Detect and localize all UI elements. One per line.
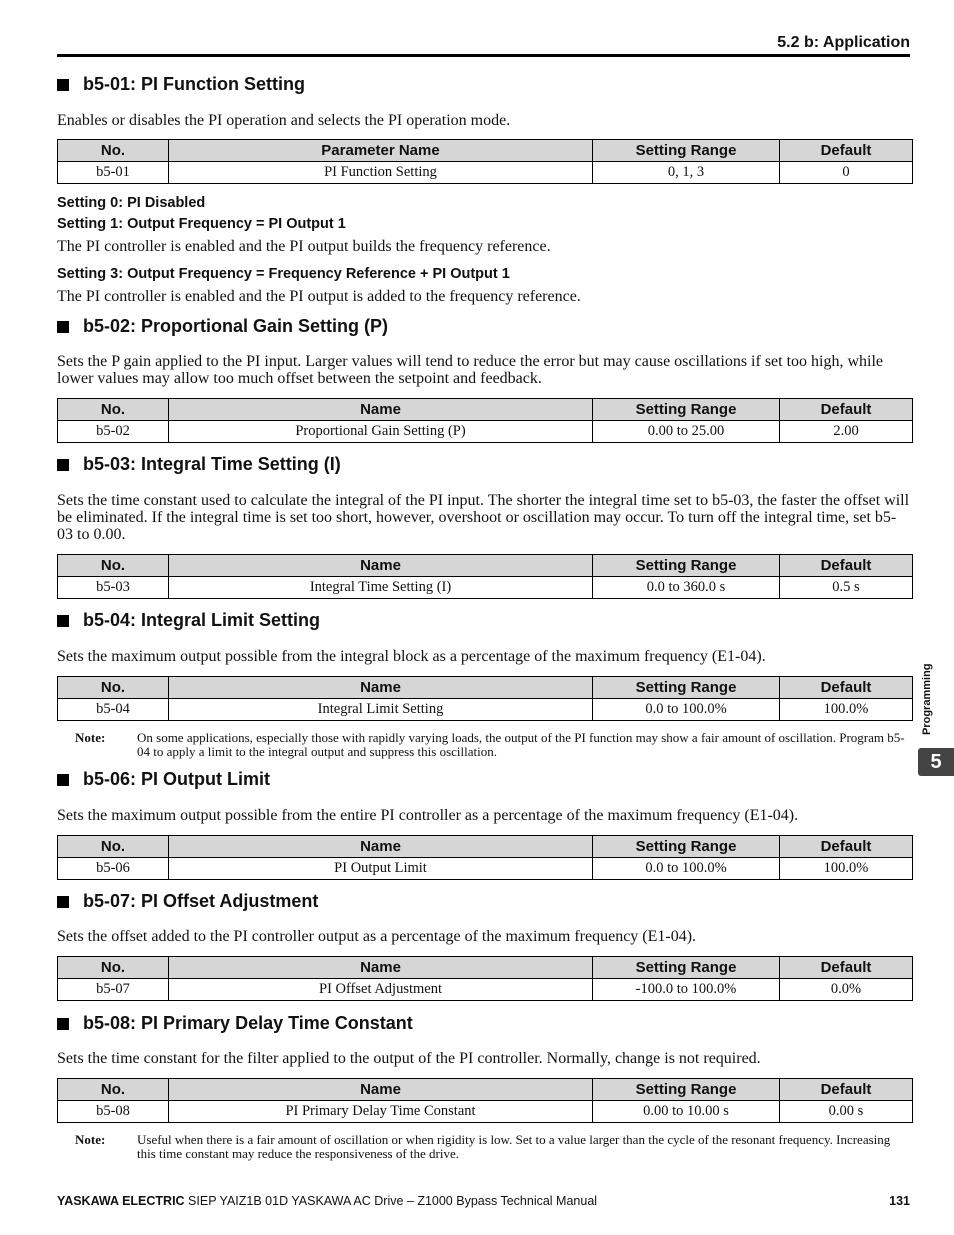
cell-no: b5-04 bbox=[58, 699, 169, 721]
table-row bbox=[58, 979, 913, 1001]
table-row bbox=[58, 699, 913, 721]
section-title-b5-06 bbox=[57, 769, 270, 790]
col-header-name: Name bbox=[169, 677, 593, 699]
cell-range: 0.0 to 100.0% bbox=[593, 858, 780, 880]
section-intro: Sets the maximum output possible from the integral block as a percentage of the maximum frequency (E1-04). bbox=[57, 648, 766, 665]
col-header-no: No. bbox=[58, 957, 169, 979]
cell-default: 2.00 bbox=[780, 421, 913, 443]
cell-name: PI Offset Adjustment bbox=[169, 979, 593, 1001]
table-header-row bbox=[58, 1079, 913, 1101]
cell-name: Proportional Gain Setting (P) bbox=[169, 421, 593, 443]
parameter-table-b5-01 bbox=[57, 139, 913, 184]
col-header-range: Setting Range bbox=[593, 140, 780, 162]
cell-no: b5-01 bbox=[58, 162, 169, 184]
section-bullet-icon bbox=[57, 321, 69, 333]
note-label: Note: bbox=[75, 1132, 106, 1147]
chapter-tab: 5 bbox=[918, 748, 954, 776]
cell-name: PI Output Limit bbox=[169, 858, 593, 880]
cell-name: PI Primary Delay Time Constant bbox=[169, 1101, 593, 1123]
page-number: 131 bbox=[889, 1194, 910, 1208]
parameter-table-b5-02 bbox=[57, 398, 913, 443]
col-header-name: Name bbox=[169, 836, 593, 858]
cell-default: 0.5 s bbox=[780, 577, 913, 599]
section-title-text: b5-04: Integral Limit Setting bbox=[83, 610, 321, 630]
setting-3-heading: Setting 3: Output Frequency = Frequency Reference + PI Output 1 bbox=[57, 266, 510, 282]
cell-name: Integral Time Setting (I) bbox=[169, 577, 593, 599]
note-text: On some applications, especially those with rapidly varying loads, the output of the PI function may show a fair amount of oscillation. Program b5-04 to apply a limit to the integral output and suppress this oscillation. bbox=[137, 730, 905, 759]
col-header-range: Setting Range bbox=[593, 1079, 780, 1101]
cell-no: b5-07 bbox=[58, 979, 169, 1001]
setting-0-heading: Setting 0: PI Disabled bbox=[57, 195, 206, 211]
section-bullet-icon bbox=[57, 896, 69, 908]
page-section-header: 5.2 b: Application bbox=[777, 34, 910, 51]
col-header-range: Setting Range bbox=[593, 836, 780, 858]
section-title-text: b5-06: PI Output Limit bbox=[83, 769, 270, 789]
cell-default: 0 bbox=[780, 162, 913, 184]
parameter-table-b5-08 bbox=[57, 1078, 913, 1123]
section-intro: Sets the P gain applied to the PI input. Larger values will tend to reduce the error but may cause oscillations if set too high, while lower values may allow too much offset between the setpoint and feedback. bbox=[57, 353, 884, 387]
section-bullet-icon bbox=[57, 1018, 69, 1030]
col-header-no: No. bbox=[58, 836, 169, 858]
section-title-text: b5-07: PI Offset Adjustment bbox=[83, 891, 319, 911]
table-header-row bbox=[58, 140, 913, 162]
table-row bbox=[58, 162, 913, 184]
table-row bbox=[58, 1101, 913, 1123]
page-footer bbox=[57, 1194, 910, 1208]
section-bullet-icon bbox=[57, 79, 69, 91]
note-text: Useful when there is a fair amount of oscillation or when rigidity is low. Set to a value larger than the cycle of the resonant frequency. Increasing this time constant may reduce the responsiveness of the drive. bbox=[137, 1132, 891, 1161]
section-intro: Sets the time constant for the filter applied to the output of the PI controller. Normally, change is not required. bbox=[57, 1050, 761, 1067]
cell-default: 100.0% bbox=[780, 699, 913, 721]
col-header-default: Default bbox=[780, 957, 913, 979]
cell-no: b5-08 bbox=[58, 1101, 169, 1123]
col-header-name: Parameter Name bbox=[169, 140, 593, 162]
cell-range: 0.00 to 10.00 s bbox=[593, 1101, 780, 1123]
parameter-table-b5-07 bbox=[57, 956, 913, 1001]
col-header-range: Setting Range bbox=[593, 677, 780, 699]
section-bullet-icon bbox=[57, 459, 69, 471]
section-title-text: b5-01: PI Function Setting bbox=[83, 74, 306, 94]
cell-range: 0, 1, 3 bbox=[593, 162, 780, 184]
cell-range: -100.0 to 100.0% bbox=[593, 979, 780, 1001]
col-header-default: Default bbox=[780, 1079, 913, 1101]
section-intro: Sets the time constant used to calculate the integral of the PI input. The shorter the integral time set to b5-03, the faster the offset will be eliminated. If the integral time is set too short, however, overshoot or oscillation may occur. To turn off the integral time, set b5-03 to 0.00. bbox=[57, 492, 910, 543]
col-header-name: Name bbox=[169, 555, 593, 577]
section-intro: Sets the maximum output possible from the entire PI controller as a percentage of the maximum frequency (E1-04). bbox=[57, 807, 799, 824]
cell-default: 0.00 s bbox=[780, 1101, 913, 1123]
col-header-name: Name bbox=[169, 399, 593, 421]
col-header-default: Default bbox=[780, 836, 913, 858]
col-header-no: No. bbox=[58, 1079, 169, 1101]
header-rule bbox=[57, 54, 910, 57]
col-header-name: Name bbox=[169, 1079, 593, 1101]
note-b5-04 bbox=[75, 731, 910, 759]
cell-range: 0.00 to 25.00 bbox=[593, 421, 780, 443]
section-title-text: b5-08: PI Primary Delay Time Constant bbox=[83, 1013, 413, 1033]
col-header-range: Setting Range bbox=[593, 555, 780, 577]
col-header-no: No. bbox=[58, 677, 169, 699]
col-header-range: Setting Range bbox=[593, 399, 780, 421]
section-bullet-icon bbox=[57, 774, 69, 786]
side-tab-label: Programming bbox=[921, 663, 933, 735]
table-header-row bbox=[58, 836, 913, 858]
setting-1-heading: Setting 1: Output Frequency = PI Output 1 bbox=[57, 216, 346, 232]
section-title-b5-07 bbox=[57, 891, 318, 912]
section-bullet-icon bbox=[57, 615, 69, 627]
parameter-table-b5-04 bbox=[57, 676, 913, 721]
setting-1-text: The PI controller is enabled and the PI output builds the frequency reference. bbox=[57, 238, 551, 255]
parameter-table-b5-03 bbox=[57, 554, 913, 599]
section-title-b5-01 bbox=[57, 74, 305, 95]
section-intro: Enables or disables the PI operation and selects the PI operation mode. bbox=[57, 112, 511, 129]
section-title-text: b5-02: Proportional Gain Setting (P) bbox=[83, 316, 389, 336]
col-header-default: Default bbox=[780, 140, 913, 162]
table-row bbox=[58, 421, 913, 443]
col-header-name: Name bbox=[169, 957, 593, 979]
col-header-no: No. bbox=[58, 399, 169, 421]
cell-name: Integral Limit Setting bbox=[169, 699, 593, 721]
footer-doc-info bbox=[57, 1194, 597, 1208]
section-title-text: b5-03: Integral Time Setting (I) bbox=[83, 454, 341, 474]
note-b5-08 bbox=[75, 1133, 910, 1161]
cell-name: PI Function Setting bbox=[169, 162, 593, 184]
footer-doc-title: SIEP YAIZ1B 01D YASKAWA AC Drive – Z1000 Bypass Technical Manual bbox=[184, 1194, 598, 1208]
cell-default: 100.0% bbox=[780, 858, 913, 880]
parameter-table-b5-06 bbox=[57, 835, 913, 880]
section-title-b5-04 bbox=[57, 610, 320, 631]
section-title-b5-08 bbox=[57, 1013, 413, 1034]
table-header-row bbox=[58, 957, 913, 979]
note-label: Note: bbox=[75, 730, 106, 745]
col-header-default: Default bbox=[780, 555, 913, 577]
col-header-no: No. bbox=[58, 555, 169, 577]
section-title-b5-02 bbox=[57, 316, 388, 337]
table-row bbox=[58, 858, 913, 880]
cell-range: 0.0 to 360.0 s bbox=[593, 577, 780, 599]
table-header-row bbox=[58, 399, 913, 421]
section-intro: Sets the offset added to the PI controller output as a percentage of the maximum frequency (E1-04). bbox=[57, 928, 697, 945]
col-header-no: No. bbox=[58, 140, 169, 162]
cell-range: 0.0 to 100.0% bbox=[593, 699, 780, 721]
cell-no: b5-06 bbox=[58, 858, 169, 880]
table-row bbox=[58, 577, 913, 599]
table-header-row bbox=[58, 677, 913, 699]
footer-brand: YASKAWA ELECTRIC bbox=[57, 1194, 185, 1208]
cell-default: 0.0% bbox=[780, 979, 913, 1001]
table-header-row bbox=[58, 555, 913, 577]
col-header-range: Setting Range bbox=[593, 957, 780, 979]
cell-no: b5-02 bbox=[58, 421, 169, 443]
section-title-b5-03 bbox=[57, 454, 341, 475]
setting-3-text: The PI controller is enabled and the PI output is added to the frequency reference. bbox=[57, 288, 581, 305]
cell-no: b5-03 bbox=[58, 577, 169, 599]
col-header-default: Default bbox=[780, 677, 913, 699]
col-header-default: Default bbox=[780, 399, 913, 421]
